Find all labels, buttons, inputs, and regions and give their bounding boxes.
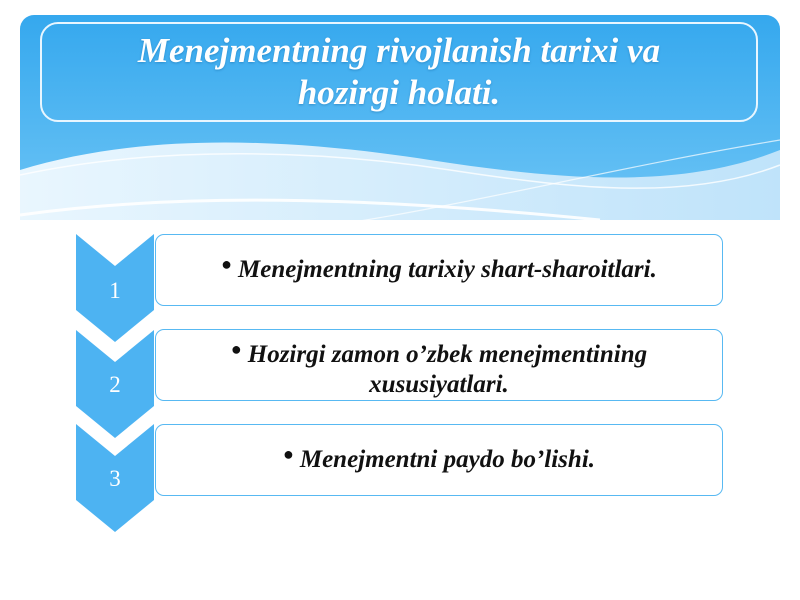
step-label-2-line-2: xususiyatlari. — [369, 371, 509, 398]
step-label-3: Menejmentni paydo bo’lishi. — [299, 446, 596, 473]
bullet-icon: ● — [282, 444, 294, 464]
step-text-1 — [221, 249, 657, 285]
step-box-2 — [155, 329, 723, 401]
step-number-1: 1 — [109, 278, 121, 303]
step-text-2 — [231, 334, 647, 400]
bullet-icon: ● — [221, 254, 233, 274]
title-line-1: Menejmentning rivojlanish tarixi va — [137, 31, 661, 70]
title-line-2: hozirgi holati. — [297, 73, 501, 112]
step-number-2: 2 — [109, 372, 121, 397]
bullet-icon: ● — [230, 339, 242, 359]
step-label-1: Menejmentning tarixiy shart-sharoitlari. — [238, 256, 657, 283]
step-box-3 — [155, 424, 723, 496]
step-label-2-line-1: Hozirgi zamon o’zbek menejmentining — [247, 341, 648, 368]
step-box-1 — [155, 234, 723, 306]
step-number-3: 3 — [109, 466, 121, 491]
step-text-3 — [283, 439, 595, 475]
